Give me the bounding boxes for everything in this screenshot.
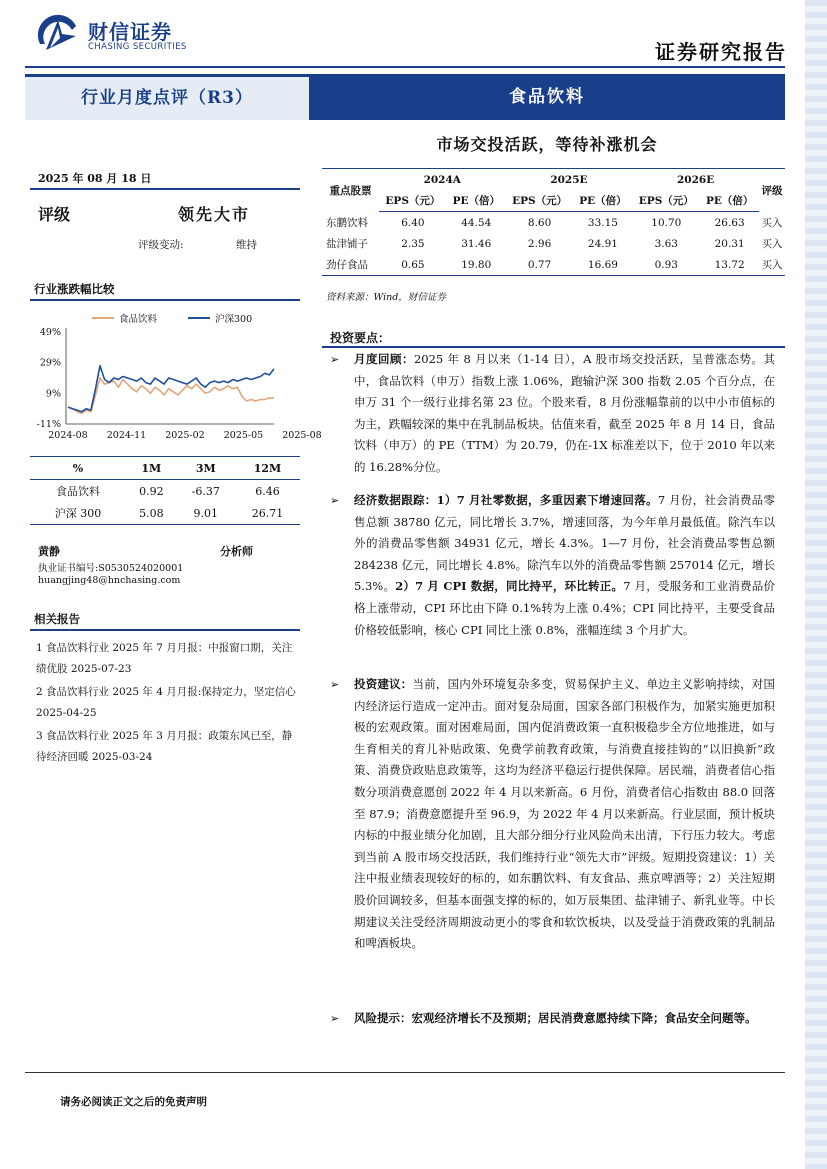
report-title: 市场交投活跃，等待补涨机会 bbox=[436, 135, 658, 154]
logo-name-cn: 财信证券 bbox=[88, 20, 172, 44]
report-date: 2025 年 08 月 18 日 bbox=[38, 172, 152, 185]
valuation-year-header: 2025E bbox=[550, 173, 588, 186]
table-row bbox=[322, 254, 785, 276]
perf-heading: 行业涨跌幅比较 bbox=[34, 282, 115, 296]
perf-header-cell: 1M bbox=[126, 457, 177, 480]
decorative-side-strip bbox=[805, 0, 827, 1169]
rating-label: 评级 bbox=[38, 205, 71, 224]
arrow-bullet-icon: ➢ bbox=[330, 678, 340, 691]
valuation-year-header: 2026E bbox=[677, 173, 715, 186]
table-row bbox=[30, 502, 300, 525]
valuation-source: 资料来源：Wind，财信证券 bbox=[326, 292, 446, 303]
x-tick-label: 2024-11 bbox=[106, 430, 147, 441]
analyst-cert: 执业证书编号:S0530524020001 bbox=[38, 563, 184, 574]
related-report-link[interactable]: 1 食品饮料行业 2025 年 7 月月报：中报窗口期，关注绩优股 2025-07-23 bbox=[36, 642, 293, 675]
rating-value: 领先大市 bbox=[178, 205, 251, 224]
stock-rating: 买入 bbox=[761, 238, 783, 250]
stock-name: 东鹏饮料 bbox=[326, 216, 368, 229]
stock-rating: 买入 bbox=[759, 254, 785, 276]
table-cell: 16.69 bbox=[574, 254, 633, 276]
performance-table bbox=[30, 456, 300, 525]
table-cell: 0.65 bbox=[379, 254, 447, 276]
table-cell: 26.71 bbox=[235, 502, 300, 525]
rating-change-label: 评级变动: bbox=[138, 239, 184, 251]
x-tick-label: 2025-02 bbox=[165, 430, 205, 441]
perf-header-cell: 12M bbox=[235, 457, 300, 480]
report-category-banner bbox=[25, 74, 309, 120]
key-point-monthly-review bbox=[330, 349, 775, 479]
valuation-pe-header: PE（倍） bbox=[447, 190, 506, 212]
key-point-lead: 经济数据跟踪：1）7 月社零数据，多重因素下增速回落。 bbox=[354, 493, 658, 507]
performance-chart bbox=[30, 308, 322, 443]
valuation-table bbox=[322, 168, 785, 276]
table-cell: 0.93 bbox=[632, 254, 700, 276]
perf-header-cell: 3M bbox=[177, 457, 235, 480]
table-row bbox=[30, 480, 300, 503]
related-reports bbox=[36, 638, 298, 770]
header-divider bbox=[25, 66, 785, 68]
arrow-bullet-icon: ➢ bbox=[330, 353, 340, 366]
table-cell: 2.35 bbox=[401, 237, 425, 250]
valuation-eps-header: EPS（元） bbox=[506, 190, 574, 212]
table-cell: 26.63 bbox=[714, 216, 745, 229]
table-cell: 20.31 bbox=[714, 237, 745, 250]
table-row bbox=[322, 212, 785, 234]
key-points-divider bbox=[322, 346, 785, 348]
report-category: 行业月度点评（R3） bbox=[81, 88, 253, 108]
table-cell: 食品饮料 bbox=[56, 485, 101, 498]
stock-name: 劲仔食品 bbox=[322, 254, 379, 276]
key-point-investment-advice bbox=[330, 674, 775, 955]
key-points-title: 投资要点： bbox=[330, 331, 391, 345]
arrow-bullet-icon: ➢ bbox=[330, 494, 340, 507]
industry-banner bbox=[309, 74, 785, 120]
table-cell: 2.96 bbox=[527, 237, 552, 250]
stock-name: 盐津铺子 bbox=[326, 238, 368, 250]
performance-chart-svg bbox=[30, 308, 322, 443]
table-cell: 0.92 bbox=[139, 484, 164, 498]
report-type: 证券研究报告 bbox=[655, 40, 787, 64]
series-line bbox=[68, 366, 274, 412]
key-point-lead: 2）7 月 CPI 数据，同比持平，环比转正。 bbox=[395, 579, 624, 594]
industry-name: 食品饮料 bbox=[509, 87, 585, 107]
x-tick-label: 2025-05 bbox=[223, 430, 264, 441]
key-point-lead: 投资建议： bbox=[354, 677, 413, 691]
table-cell: 6.46 bbox=[255, 484, 280, 498]
table-cell: 6.40 bbox=[401, 216, 425, 229]
table-cell: 13.72 bbox=[700, 254, 759, 276]
stock-rating: 买入 bbox=[761, 216, 783, 229]
related-divider bbox=[30, 629, 300, 631]
y-tick-label: -11% bbox=[36, 419, 61, 430]
table-cell: 19.80 bbox=[447, 254, 506, 276]
valuation-pe-header: PE（倍） bbox=[574, 190, 633, 212]
chasing-logo-icon bbox=[36, 14, 80, 56]
key-point-text: 2025 年 8 月以来（1-14 日），A 股市场交投活跃，呈普涨态势。其中，食品饮料（申万）指数上涨 1.06%，跑输沪深 300 指数 2.05 个百分点，在申万 31 个一级行业排名第 23 位。个股来看，8 月份涨幅靠前的以中小市值标的为主，跌幅较深的集中在乳制品板块。估值来看，截至 2025 年 8 月 14 日，食品饮料（申万）的 PE（TTM）为 20.79，仍在-1X 标准差以下，位于 2010 年以来的 16.28%分位。 bbox=[354, 352, 776, 474]
y-tick-label: 29% bbox=[39, 357, 61, 369]
disclaimer[interactable]: 请务必阅读正文之后的免责声明 bbox=[60, 1096, 207, 1108]
logo-name-en: CHASING SECURITIES bbox=[88, 42, 187, 52]
analyst-title: 分析师 bbox=[220, 545, 253, 558]
x-tick-label: 2024-08 bbox=[48, 430, 88, 441]
date-divider bbox=[30, 188, 300, 190]
table-cell: 5.08 bbox=[126, 502, 177, 525]
valuation-year-header: 2024A bbox=[423, 173, 461, 186]
related-report-link[interactable]: 3 食品饮料行业 2025 年 3 月月报：政策东风已至，静待经济回暖 2025-03-24 bbox=[36, 730, 293, 763]
table-cell: 33.15 bbox=[587, 216, 618, 229]
table-cell: -6.37 bbox=[191, 484, 220, 498]
table-cell: 3.63 bbox=[654, 237, 678, 250]
table-cell: 31.46 bbox=[461, 237, 492, 250]
valuation-stock-header: 重点股票 bbox=[329, 184, 372, 197]
key-point-lead: 月度回顾： bbox=[354, 352, 414, 366]
series-line bbox=[68, 378, 274, 413]
key-point-risk bbox=[330, 1008, 775, 1030]
legend-label: 沪深300 bbox=[215, 314, 253, 325]
y-tick-label: 9% bbox=[45, 388, 61, 400]
key-point-text: 当前，国内外环境复杂多变，贸易保护主义、单边主义影响持续，对国内经济运行造成一定冲击。面对复杂局面，国家各部门积极作为，加紧实施更加积极的宏观政策。面对困难局面，国内促消费政策一直积极稳步全方位地推进，如与生育相关的育儿补贴政策、免费学前教育政策，与消费直接挂钩的“以旧换新”政策、消费贷政贴息政策等，这均为经济平稳运行提供保障。居民端，消费者信心指数分项消费意愿创 2022 年 4 月以来新高。6 月份，消费者信心指数由 88.0 回落至 87.9；消费意愿提升至 96.9，为 2022 年 4 月以来新高。行业层面，预计板块内标的中报业绩分化加剧，且大部分细分行业风险尚未出清，下行压力较大。考虑到当前 A 股市场交投活跃，我们维持行业“领先大市”评级。短期投资建议：1）关注中报业绩表现较好的标的，如东鹏饮料、有友食品、燕京啤酒等；2）关注短期股价回调较多，但基本面强支撑的标的，如万辰集团、盐津铺子、新乳业等。中长期建议关注受经济周期波动更小的零食和软饮板块，以及受益于消费政策的乳制品和啤酒板块。 bbox=[354, 677, 775, 951]
footer-divider bbox=[25, 1072, 785, 1073]
key-point-economic-data bbox=[330, 490, 775, 641]
rating-change-value: 维持 bbox=[236, 239, 257, 251]
key-point-text: 7 月份，社会消费品零售总额 38780 亿元，同比增长 3.7%，增速回落，为今年单月最低值。除汽车以外的消费品零售额 34931 亿元，增长 4.3%。1—7 月份，社会消费品零售总额 284238 亿元，同比增长 4.8%。除汽车以外的消费品零售额 257014 亿元，增长 5.3%。 bbox=[354, 493, 775, 594]
table-cell: 9.01 bbox=[177, 502, 235, 525]
valuation-eps-header: EPS（元） bbox=[632, 190, 700, 212]
perf-divider bbox=[30, 299, 300, 301]
valuation-rating-header: 评级 bbox=[761, 184, 783, 197]
valuation-pe-header: PE（倍） bbox=[700, 190, 759, 212]
related-report-link[interactable]: 2 食品饮料行业 2025 年 4 月月报:保持定力，坚定信心 2025-04-25 bbox=[36, 686, 296, 719]
valuation-eps-header: EPS（元） bbox=[379, 190, 447, 212]
table-row bbox=[322, 233, 785, 254]
table-cell: 8.60 bbox=[527, 216, 552, 229]
key-point-lead: 风险提示：宏观经济增长不及预期；居民消费意愿持续下降；食品安全问题等。 bbox=[354, 1011, 757, 1025]
table-cell: 沪深 300 bbox=[30, 502, 126, 525]
y-tick-label: 49% bbox=[39, 327, 61, 338]
arrow-bullet-icon: ➢ bbox=[330, 1012, 340, 1025]
related-heading: 相关报告 bbox=[34, 612, 80, 626]
analyst-email[interactable]: huangjing48@hnchasing.com bbox=[38, 575, 181, 586]
perf-header-cell: % bbox=[30, 457, 126, 480]
table-cell: 44.54 bbox=[461, 216, 492, 229]
analyst-name: 黄静 bbox=[38, 545, 60, 558]
table-cell: 24.91 bbox=[587, 237, 618, 250]
legend-label: 食品饮料 bbox=[119, 314, 158, 325]
table-cell: 0.77 bbox=[506, 254, 574, 276]
x-tick-label: 2025-08 bbox=[282, 430, 322, 441]
table-cell: 10.70 bbox=[651, 216, 682, 229]
key-point-text: 7 月，受服务和工业消费品价格上涨带动，CPI 环比由下降 0.1%转为上涨 0.4%；CPI 同比持平，主要受食品价格较低影响，核心 CPI 同比上涨 0.8%，涨幅连续 3 个月扩大。 bbox=[354, 579, 775, 637]
